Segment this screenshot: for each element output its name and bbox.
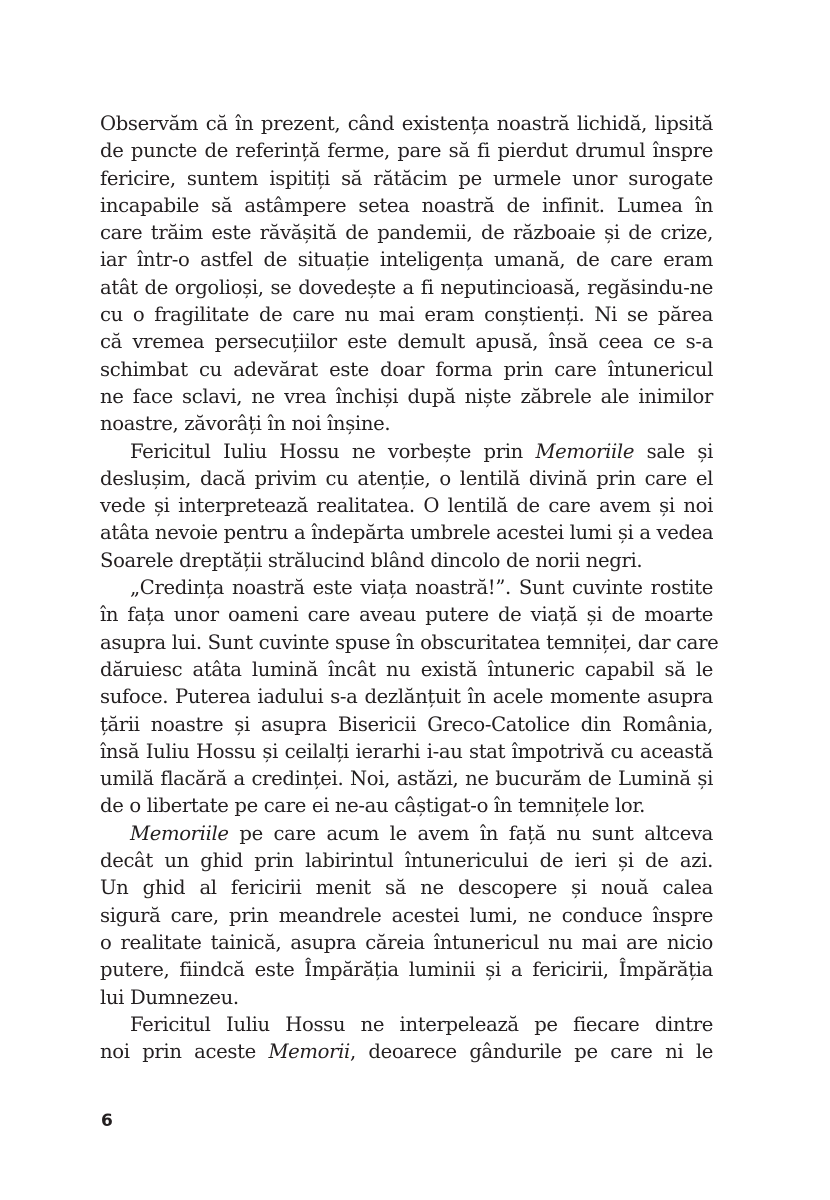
italic-title: Memoriile	[130, 821, 229, 845]
text-line: care trăim este răvășită de pandemii, de războaie și de crize,	[100, 221, 713, 245]
text-line: Observăm că în prezent, când existența noastră lichidă, lipsită	[100, 112, 713, 135]
body-text	[100, 110, 719, 1065]
text-line: țării noastre și asupra Bisericii Greco-Catolice din România,	[100, 712, 713, 736]
text-line: dăruiesc atâta lumină încât nu există întuneric capabil să le	[100, 657, 713, 681]
text-line: sigură care, prin meandrele acestei lumi, ne conduce înspre	[100, 903, 713, 927]
text-line: însă Iuliu Hossu și ceilalți ierarhi i-au stat împotrivă cu această	[100, 739, 713, 763]
text-line: fericire, suntem ispitiți să rătăcim pe urmele unor surogate	[100, 166, 713, 190]
text-line: Soarele dreptății strălucind blând dincolo de norii negri.	[100, 548, 643, 572]
text-line: iar într-o astfel de situație inteligența umană, de care eram	[100, 248, 713, 272]
text-line: o realitate tainică, asupra căreia întunericul nu mai are nicio	[100, 930, 713, 954]
text-line: atât de orgolioși, se dovedește a fi neputincioasă, regăsindu-ne	[100, 275, 713, 299]
italic-title: Memoriile	[535, 439, 635, 463]
paragraph	[100, 438, 713, 574]
paragraph	[100, 820, 713, 1011]
text-line: vede și interpretează realitatea. O lentilă de care avem și noi	[100, 494, 713, 518]
text-line: ne face sclavi, ne vrea închiși după niște zăbrele ale inimilor	[100, 384, 713, 408]
text-line: că vremea persecuțiilor este demult apusă, însă ceea ce s-a	[100, 330, 713, 354]
paragraph	[100, 110, 713, 438]
text-line: lui Dumnezeu.	[100, 985, 239, 1009]
text-line: în fața unor oameni care aveau putere de viață și de moarte	[100, 603, 713, 627]
text-line: „Credința noastră este viața noastră!”. Sunt cuvinte rostite	[130, 576, 713, 600]
text-line: deslușim, dacă privim cu atenție, o lentilă divină prin care el	[100, 466, 713, 490]
text-line: incapabile să astâmpere setea noastră de infinit. Lumea în	[100, 193, 713, 217]
text-line: sufoce. Puterea iadului s-a dezlănțuit în acele momente asupra	[100, 685, 713, 709]
text-line: Fericitul Iuliu Hossu ne interpelează pe fiecare dintre	[130, 1012, 713, 1036]
text-line: decât un ghid prin labirintul întunericului de ieri și de azi.	[100, 849, 713, 873]
text-line: umilă flacără a credinței. Noi, astăzi, ne bucurăm de Lumină și	[100, 767, 713, 791]
text-line: asupra lui. Sunt cuvinte spuse în obscuritatea temniței, dar care	[100, 630, 719, 654]
text-line: de o libertate pe care ei ne-au câștigat-o în temnițele lor.	[100, 794, 646, 818]
page-number: 6	[101, 1111, 113, 1131]
text-line: schimbat cu adevărat este doar forma prin care întunericul	[100, 357, 713, 381]
text-line: Fericitul Iuliu Hossu ne vorbește prin Memoriile sale și	[130, 439, 713, 463]
text-line: noastre, zăvorâți în noi înșine.	[100, 412, 391, 436]
text-line: cu o fragilitate de care nu mai eram conștienți. Ni se părea	[100, 303, 713, 327]
paragraph	[100, 574, 719, 820]
text-line: noi prin aceste Memorii, deoarece gândurile pe care ni le	[100, 1040, 713, 1064]
text-line: de puncte de referință ferme, pare să fi pierdut drumul înspre	[100, 139, 713, 163]
paragraph	[100, 1011, 713, 1066]
text-line: atâta nevoie pentru a îndepărta umbrele acestei lumi și a vedea	[100, 521, 714, 545]
italic-title: Memorii	[268, 1040, 350, 1064]
text-line: putere, fiindcă este Împărăția luminii și a fericirii, Împărăția	[100, 958, 713, 982]
text-line: Memoriile pe care acum le avem în față nu sunt altceva	[130, 821, 713, 845]
text-line: Un ghid al fericirii menit să ne descopere și nouă calea	[100, 876, 713, 900]
